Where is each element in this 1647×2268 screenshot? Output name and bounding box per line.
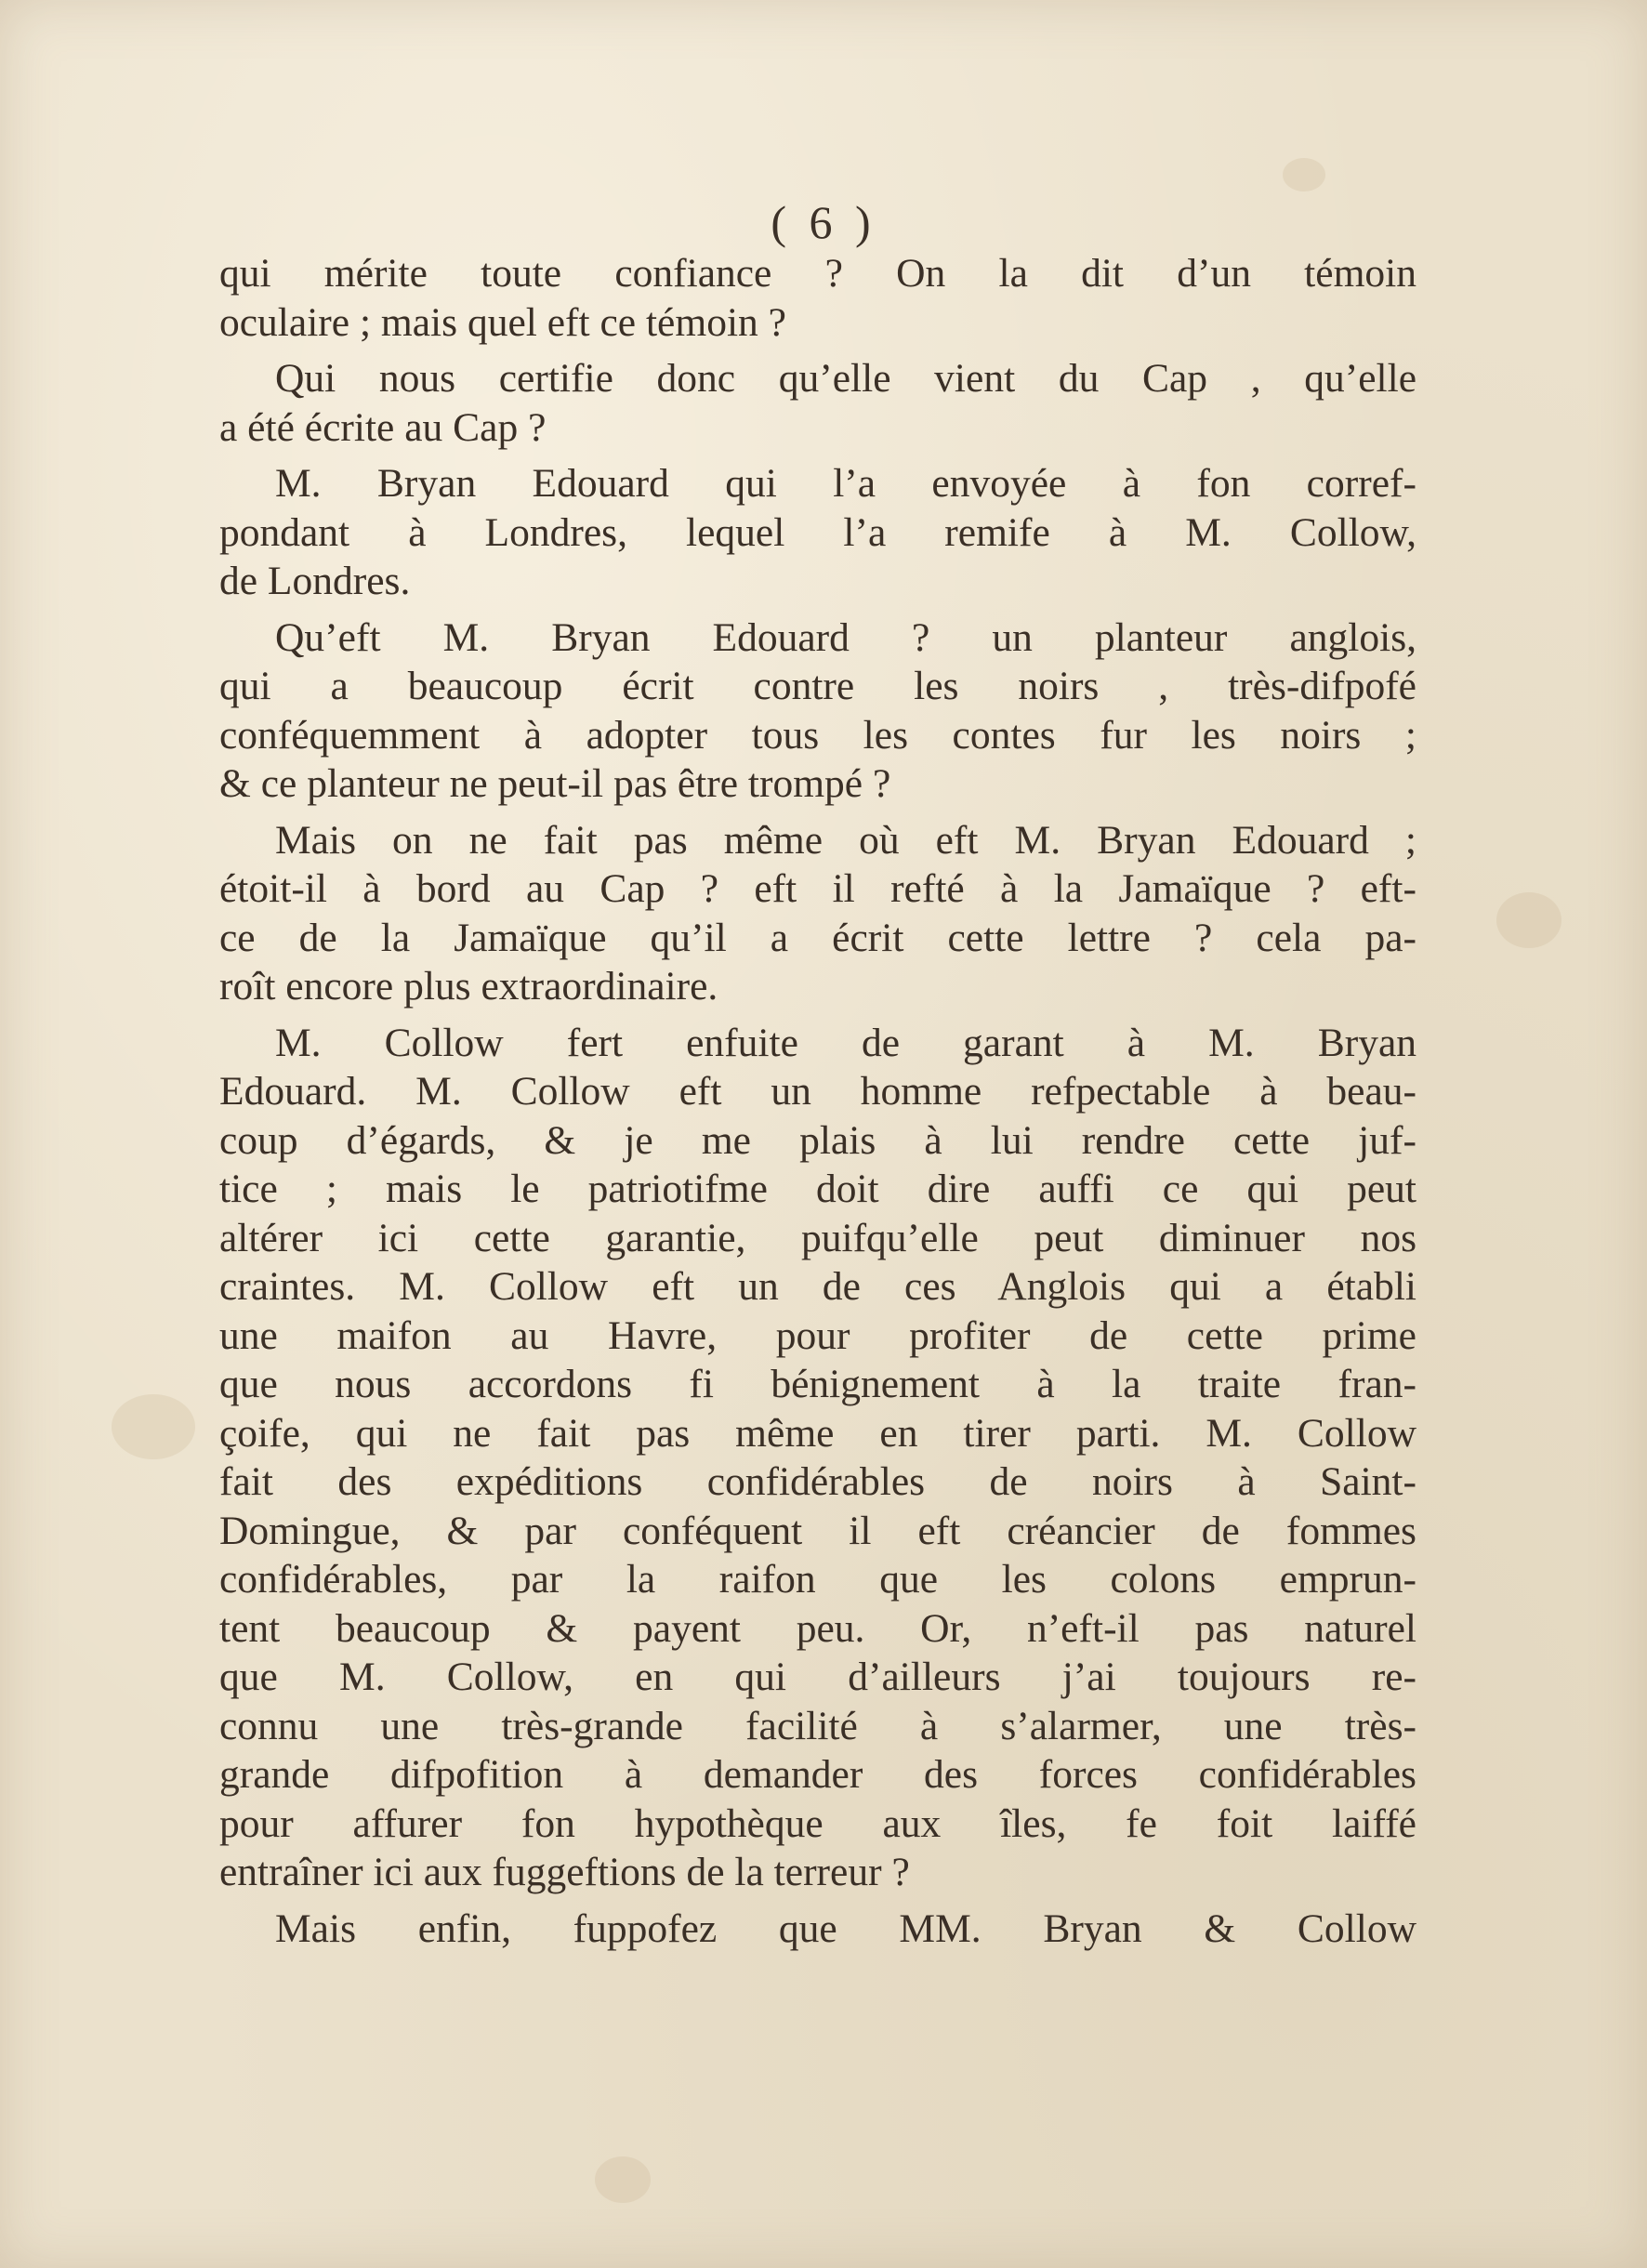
text-line: grande difpofition à demander des forces confidérables	[219, 1752, 1416, 1797]
text-line: ce de la Jamaïque qu’il a écrit cette lettre ? cela pa-	[219, 915, 1416, 960]
page-number: ( 6 )	[771, 196, 876, 248]
paragraph	[219, 249, 1416, 347]
paragraph	[219, 1019, 1416, 1897]
text-line: tent beaucoup & payent peu. Or, n’eft-il pas naturel	[219, 1605, 1416, 1651]
body-text	[219, 249, 1416, 1960]
text-line: étoit-il à bord au Cap ? eft il refté à la Jamaïque ? eft-	[219, 866, 1416, 911]
text-line: de Londres.	[219, 559, 411, 603]
text-line: que nous accordons fi bénignement à la traite fran-	[219, 1362, 1416, 1406]
text-line: a été écrite au Cap ?	[219, 404, 547, 450]
text-line: altérer ici cette garantie, puifqu’elle peut diminuer nos	[219, 1215, 1416, 1260]
paragraph	[219, 613, 1416, 809]
text-line: Mais on ne fait pas même où eft M. Bryan Edouard ;	[275, 817, 1416, 863]
text-line: M. Collow fert enfuite de garant à M. Bryan	[275, 1020, 1416, 1065]
text-line: pondant à Londres, lequel l’a remife à M. Collow,	[219, 509, 1416, 555]
paper-stain	[595, 2156, 651, 2203]
paper-stain	[1283, 158, 1325, 191]
paragraph	[219, 816, 1416, 1011]
text-line: pour affurer fon hypothèque aux îles, fe foit laiffé	[219, 1800, 1416, 1846]
text-line: connu une très-grande facilité à s’alarmer, une très-	[219, 1703, 1416, 1748]
text-line: oculaire ; mais quel eft ce témoin ?	[219, 299, 786, 345]
text-line: entraîner ici aux fuggeftions de la terreur ?	[219, 1850, 910, 1894]
text-line: Qu’eft M. Bryan Edouard ? un planteur anglois,	[275, 614, 1416, 660]
text-line: & ce planteur ne peut-il pas être trompé ?	[219, 761, 891, 806]
text-line: çoife, qui ne fait pas même en tirer parti. M. Collow	[219, 1410, 1416, 1456]
text-line: Mais enfin, fuppofez que MM. Bryan & Collow	[275, 1905, 1416, 1951]
paragraph	[219, 1905, 1416, 1954]
text-line: que M. Collow, en qui d’ailleurs j’ai toujours re-	[219, 1655, 1416, 1699]
text-line: roît encore plus extraordinaire.	[219, 964, 718, 1009]
text-line: conféquemment à adopter tous les contes fur les noirs ;	[219, 712, 1416, 758]
text-line: M. Bryan Edouard qui l’a envoyée à fon corref-	[275, 461, 1416, 506]
text-line: qui a beaucoup écrit contre les noirs , très-difpofé	[219, 664, 1416, 708]
text-line: coup d’égards, & je me plais à lui rendre cette juf-	[219, 1117, 1416, 1163]
text-line: fait des expéditions confidérables de noirs à Saint-	[219, 1459, 1416, 1504]
paragraph	[219, 354, 1416, 452]
text-line: Domingue, & par conféquent il eft créancier de fommes	[219, 1508, 1416, 1553]
text-line: une maifon au Havre, pour profiter de cette prime	[219, 1312, 1416, 1358]
text-line: Qui nous certifie donc qu’elle vient du Cap , qu’elle	[275, 356, 1416, 401]
text-line: qui mérite toute confiance ? On la dit d’un témoin	[219, 251, 1416, 296]
paper-stain	[1496, 892, 1561, 948]
text-line: Edouard. M. Collow eft un homme refpectable à beau-	[219, 1069, 1416, 1114]
paragraph	[219, 459, 1416, 606]
text-line: craintes. M. Collow eft un de ces Anglois qui a établi	[219, 1264, 1416, 1309]
paper-stain	[112, 1394, 195, 1459]
text-line: confidérables, par la raifon que les colons emprun-	[219, 1557, 1416, 1602]
text-line: tice ; mais le patriotifme doit dire auffi ce qui peut	[219, 1167, 1416, 1211]
